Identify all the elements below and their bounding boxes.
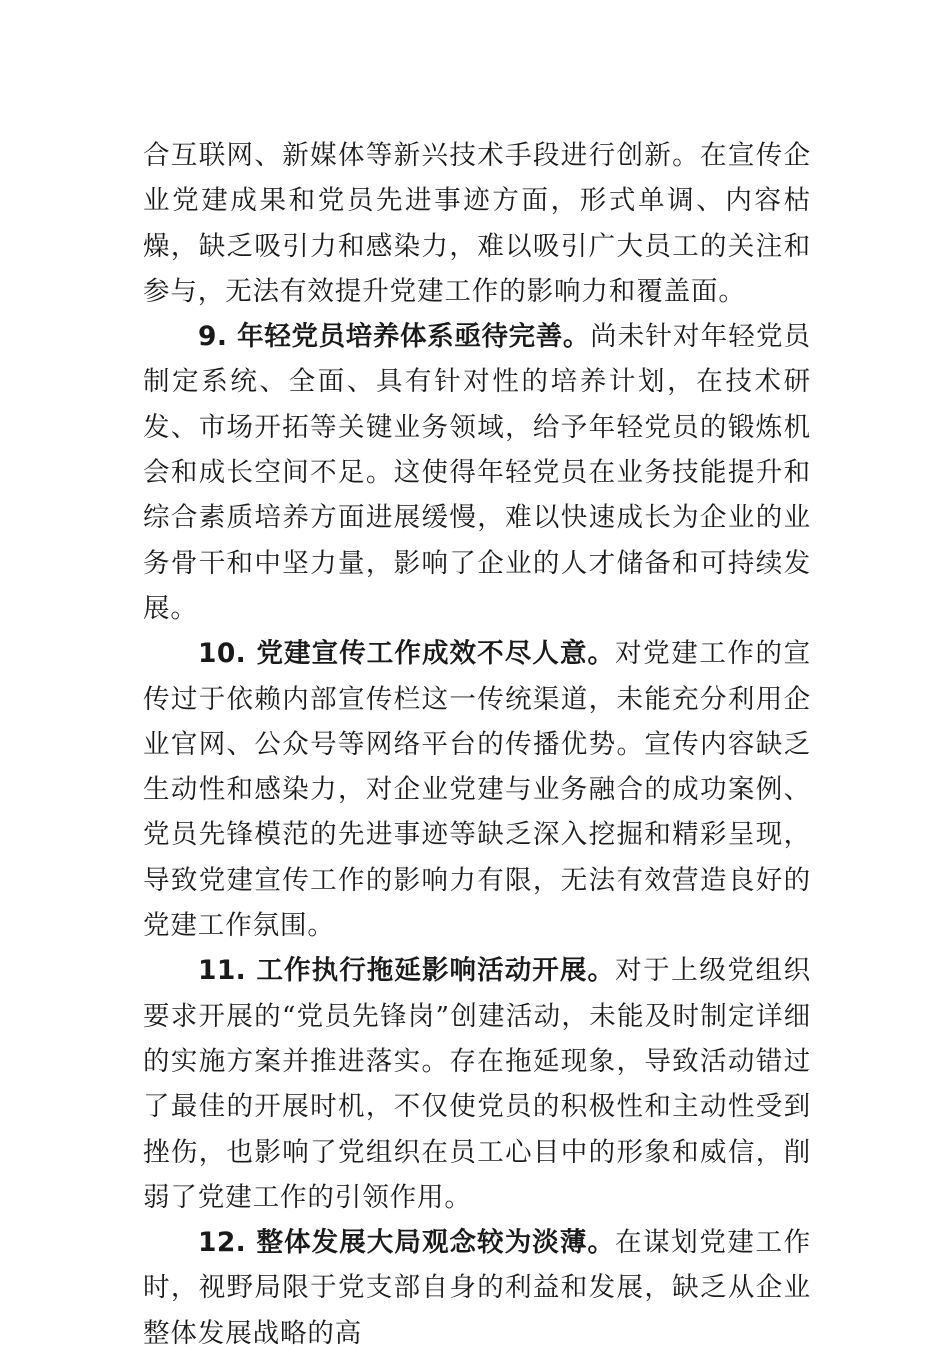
item-11-body: 对于上级党组织要求开展的“党员先锋岗”创建活动，未能及时制定详细的实施方案并推进落实。存在拖延现象，导致活动错过了最佳的开展时机，不仅使党员的积极性和主动性受到挫伤，也影响了党组织在员工心目中的形象和威信，削弱了党建工作的引领作用。 (143, 955, 811, 1213)
item-10-heading: 10. 党建宣传工作成效不尽人意。 (198, 638, 616, 670)
item-12-paragraph (143, 1220, 811, 1356)
item-9-heading: 9. 年轻党员培养体系亟待完善。 (198, 321, 591, 353)
item-12-heading: 12. 整体发展大局观念较为淡薄。 (198, 1227, 616, 1259)
continuation-paragraph: 合互联网、新媒体等新兴技术手段进行创新。在宣传企业党建成果和党员先进事迹方面，形式单调、内容枯燥，缺乏吸引力和感染力，难以吸引广大员工的关注和参与，无法有效提升党建工作的影响力和覆盖面。 (143, 140, 811, 307)
item-10-body: 对党建工作的宣传过于依赖内部宣传栏这一传统渠道，未能充分利用企业官网、公众号等网络平台的传播优势。宣传内容缺乏生动性和感染力，对企业党建与业务融合的成功案例、党员先锋模范的先进事迹等缺乏深入挖掘和精彩呈现，导致党建宣传工作的影响力有限，无法有效营造良好的党建工作氛围。 (143, 638, 811, 942)
item-11-paragraph (143, 948, 811, 1220)
item-9-paragraph (143, 314, 811, 631)
item-12-body: 在谋划党建工作时，视野局限于党支部自身的利益和发展，缺乏从企业整体发展战略的高 (143, 1227, 811, 1349)
item-11-heading: 11. 工作执行拖延影响活动开展。 (198, 955, 616, 987)
document-page (143, 133, 811, 1356)
item-9-body: 尚未针对年轻党员制定系统、全面、具有针对性的培养计划，在技术研发、市场开拓等关键业务领域，给予年轻党员的锻炼机会和成长空间不足。这使得年轻党员在业务技能提升和综合素质培养方面进展缓慢，难以快速成长为企业的业务骨干和中坚力量，影响了企业的人才储备和可持续发展。 (143, 321, 811, 624)
item-10-paragraph (143, 631, 811, 948)
